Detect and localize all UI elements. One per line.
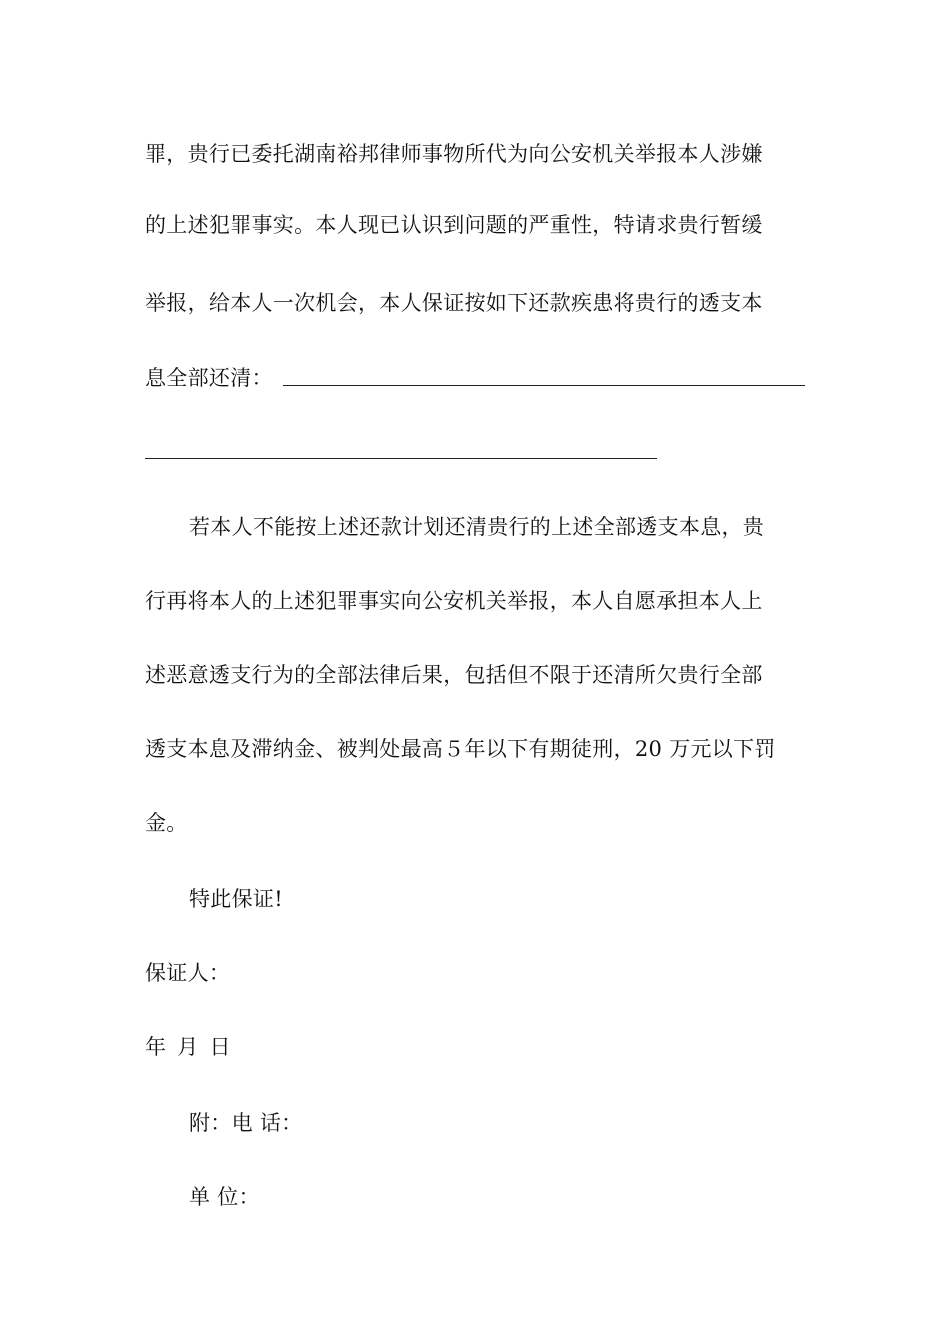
phone-label: 附：电 话： [189, 1111, 303, 1135]
guarantor-label: 保证人： [145, 961, 231, 985]
unit-label: 单 位： [189, 1185, 260, 1209]
para1-line2: 的上述犯罪事实。本人现已认识到问题的严重性，特请求贵行暂缓 [145, 213, 763, 237]
para2-line5: 金。 [145, 811, 188, 835]
closing-statement: 特此保证! [189, 887, 283, 911]
repayment-blank-line-1 [283, 385, 805, 386]
para2-line3: 述恶意透支行为的全部法律后果，包括但不限于还清所欠贵行全部 [145, 663, 763, 687]
para2-line2: 行再将本人的上述犯罪事实向公安机关举报，本人自愿承担本人上 [145, 589, 763, 613]
para2-line1: 若本人不能按上述还款计划还清贵行的上述全部透支本息，贵 [189, 515, 765, 539]
para1-line1: 罪，贵行已委托湖南裕邦律师事物所代为向公安机关举报本人涉嫌 [145, 142, 763, 166]
repayment-blank-line-2 [145, 458, 657, 459]
para2-line4: 透支本息及滞纳金、被判处最高５年以下有期徒刑，20 万元以下罚 [145, 737, 776, 761]
para1-line4: 息全部还清： [145, 366, 273, 390]
para1-line3: 举报，给本人一次机会，本人保证按如下还款疾患将贵行的透支本 [145, 291, 763, 315]
date-label: 年 月 日 [145, 1035, 231, 1059]
